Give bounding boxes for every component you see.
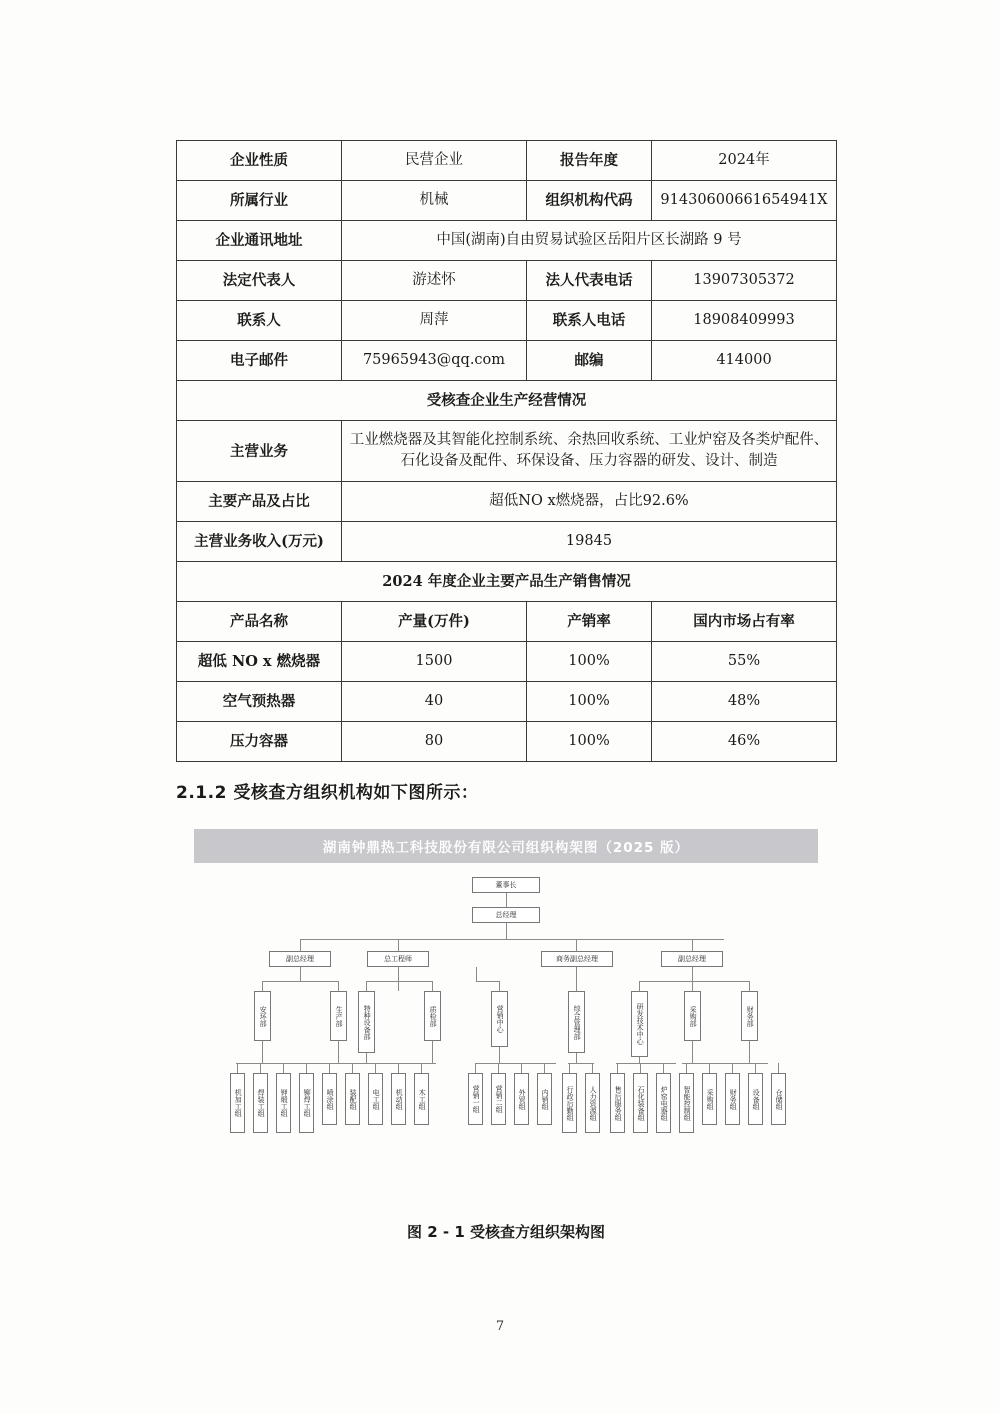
connector-line xyxy=(569,1063,570,1073)
connector-line xyxy=(306,1063,307,1073)
cell-label: 主要产品及占比 xyxy=(177,482,342,522)
column-header: 产销率 xyxy=(527,602,652,642)
org-node-level4: 营销一组 xyxy=(468,1073,483,1125)
connector-line xyxy=(338,1041,339,1063)
cell-value: 19845 xyxy=(342,522,837,562)
org-node-level4: 设备组 xyxy=(748,1073,763,1125)
page-number: 7 xyxy=(495,1319,505,1334)
connector-line xyxy=(283,1063,284,1073)
org-node-level4: 内销组 xyxy=(537,1073,552,1125)
product-share: 46% xyxy=(652,722,837,762)
org-node-level3: 研发技术中心 xyxy=(631,991,648,1057)
cell-value: 13907305372 xyxy=(652,261,837,301)
org-node-chairman: 董事长 xyxy=(472,877,540,893)
cell-value: 机械 xyxy=(342,181,527,221)
cell-value: 游述怀 xyxy=(342,261,527,301)
org-node-level4: 外贸组 xyxy=(514,1073,529,1125)
cell-label: 企业性质 xyxy=(177,141,342,181)
org-node-level3: 财务部 xyxy=(741,991,758,1041)
product-share: 55% xyxy=(652,642,837,682)
connector-line xyxy=(352,1063,353,1073)
cell-label: 邮编 xyxy=(527,341,652,381)
table-row xyxy=(177,482,837,522)
connector-line xyxy=(692,981,693,991)
connector-line xyxy=(576,1053,577,1063)
figure-caption: 图 2 - 1 受核查方组织架构图 xyxy=(407,1223,605,1242)
connector-line xyxy=(499,1047,500,1063)
connector-line xyxy=(398,1063,399,1073)
connector-line xyxy=(300,939,301,951)
connector-line xyxy=(544,1063,545,1073)
cell-value: 91430600661654941X xyxy=(652,181,837,221)
connector-line xyxy=(692,967,693,981)
cell-label: 主营业务收入(万元) xyxy=(177,522,342,562)
table-section-row xyxy=(177,381,837,421)
connector-line xyxy=(663,1063,664,1073)
org-node-level3: 营销中心 xyxy=(491,991,508,1047)
connector-line xyxy=(592,1063,593,1073)
column-header: 国内市场占有率 xyxy=(652,602,837,642)
cell-label: 联系人电话 xyxy=(527,301,652,341)
connector-line xyxy=(576,939,577,951)
cell-value: 工业燃烧器及其智能化控制系统、余热回收系统、工业炉窑及各类炉配件、石化设备及配件、环保设备、压力容器的研发、设计、制造 xyxy=(342,421,837,482)
connector-line xyxy=(749,981,750,991)
connector-line xyxy=(366,981,367,991)
table-row xyxy=(177,522,837,562)
connector-line xyxy=(617,1063,618,1073)
table-row xyxy=(177,141,837,181)
org-node-level4: 仓储组 xyxy=(771,1073,786,1125)
connector-line xyxy=(709,1063,710,1073)
connector-line xyxy=(398,981,399,991)
connector-line xyxy=(366,1053,367,1063)
org-node-level2: 副总经理 xyxy=(269,951,331,967)
connector-line xyxy=(421,1063,422,1073)
product-name: 压力容器 xyxy=(177,722,342,762)
cell-value: 414000 xyxy=(652,341,837,381)
org-node-level4: 电工组 xyxy=(368,1073,383,1125)
section-title: 受核查企业生产经营情况 xyxy=(177,381,837,421)
org-node-level4: 人力资源组 xyxy=(585,1073,600,1133)
connector-line xyxy=(732,1063,733,1073)
product-name: 空气预热器 xyxy=(177,682,342,722)
org-node-level3: 安环部 xyxy=(254,991,271,1041)
table-row xyxy=(177,301,837,341)
product-share: 48% xyxy=(652,682,837,722)
org-node-gm: 总经理 xyxy=(472,907,540,923)
section-title: 2024 年度企业主要产品生产销售情况 xyxy=(177,562,837,602)
connector-line xyxy=(476,967,477,981)
cell-value: 民营企业 xyxy=(342,141,527,181)
org-node-level4: 炉窑电器组 xyxy=(656,1073,671,1133)
connector-line xyxy=(616,1063,676,1064)
org-node-level3: 采购部 xyxy=(684,991,701,1041)
org-node-level3: 质检部 xyxy=(424,991,441,1041)
connector-line xyxy=(300,939,724,940)
org-node-level4: 钾煅工组 xyxy=(276,1073,291,1133)
table-row xyxy=(177,642,837,682)
org-node-level2: 总工程师 xyxy=(367,951,429,967)
product-output: 40 xyxy=(342,682,527,722)
section-heading: 2.1.2 受核查方组织机构如下图所示： xyxy=(176,783,479,804)
connector-line xyxy=(686,1063,687,1073)
org-node-level4: 喷涂组 xyxy=(322,1073,337,1125)
org-chart-figure xyxy=(176,829,836,1242)
product-rate: 100% xyxy=(527,722,652,762)
connector-line xyxy=(236,1063,436,1064)
org-node-level4: 铆焊工组 xyxy=(299,1073,314,1133)
connector-line xyxy=(329,1063,330,1073)
product-output: 80 xyxy=(342,722,527,762)
connector-line xyxy=(237,1063,238,1073)
connector-line xyxy=(338,981,339,991)
connector-line xyxy=(499,981,500,991)
org-node-level2: 副总经理 xyxy=(661,951,723,967)
cell-label: 电子邮件 xyxy=(177,341,342,381)
connector-line xyxy=(398,967,399,981)
org-node-level4: 机动组 xyxy=(391,1073,406,1125)
table-row xyxy=(177,682,837,722)
cell-label: 主营业务 xyxy=(177,421,342,482)
org-node-level4: 木工组 xyxy=(414,1073,429,1125)
org-node-level4: 行政后勤组 xyxy=(562,1073,577,1133)
connector-line xyxy=(432,981,433,991)
connector-line xyxy=(262,981,263,991)
page-content xyxy=(176,140,836,1242)
connector-line xyxy=(640,1063,641,1073)
connector-line xyxy=(475,1063,476,1073)
cell-label: 法定代表人 xyxy=(177,261,342,301)
table-row xyxy=(177,261,837,301)
connector-line xyxy=(262,981,338,982)
cell-value: 2024年 xyxy=(652,141,837,181)
connector-line xyxy=(498,1063,499,1073)
cell-value: 75965943@qq.com xyxy=(342,341,527,381)
connector-line xyxy=(749,1041,750,1063)
column-header: 产量(万件) xyxy=(342,602,527,642)
product-rate: 100% xyxy=(527,642,652,682)
org-node-level4: 焊装工组 xyxy=(253,1073,268,1133)
column-header: 产品名称 xyxy=(177,602,342,642)
cell-value: 周萍 xyxy=(342,301,527,341)
table-row xyxy=(177,341,837,381)
connector-line xyxy=(476,981,500,982)
product-name: 超低 NO x 燃烧器 xyxy=(177,642,342,682)
org-node-level3: 生产部 xyxy=(330,991,347,1041)
table-section-row xyxy=(177,562,837,602)
connector-line xyxy=(506,923,507,939)
cell-value: 超低NO x燃烧器，占比92.6% xyxy=(342,482,837,522)
org-node-level2: 商务副总经理 xyxy=(541,951,613,967)
connector-line xyxy=(366,981,432,982)
cell-label: 企业通讯地址 xyxy=(177,221,342,261)
connector-line xyxy=(778,1063,779,1073)
connector-line xyxy=(375,1063,376,1073)
cell-label: 联系人 xyxy=(177,301,342,341)
company-info-table xyxy=(176,140,837,762)
org-chart-title: 湖南钟鼎热工科技股份有限公司组织构架图（2025 版） xyxy=(194,829,818,863)
product-output: 1500 xyxy=(342,642,527,682)
org-node-level4: 财务组 xyxy=(725,1073,740,1125)
org-node-level4: 售后服务组 xyxy=(610,1073,625,1133)
table-header-row xyxy=(177,602,837,642)
org-node-level4: 智能控制组 xyxy=(679,1073,694,1133)
connector-line xyxy=(692,939,693,951)
org-chart-body xyxy=(176,873,836,1203)
org-node-level4: 装配组 xyxy=(345,1073,360,1125)
connector-line xyxy=(568,1063,594,1064)
connector-line xyxy=(432,1041,433,1063)
cell-label: 法人代表电话 xyxy=(527,261,652,301)
org-node-level3: 综合管理部 xyxy=(568,991,585,1053)
org-node-level4: 石化装备组 xyxy=(633,1073,648,1133)
connector-line xyxy=(576,967,577,981)
table-row xyxy=(177,181,837,221)
connector-line xyxy=(521,1063,522,1073)
connector-line xyxy=(639,981,640,991)
connector-line xyxy=(300,967,301,981)
connector-line xyxy=(262,1041,263,1063)
connector-line xyxy=(755,1063,756,1073)
org-node-level4: 采购组 xyxy=(702,1073,717,1125)
org-node-level3: 特种设备部 xyxy=(358,991,375,1053)
cell-value: 18908409993 xyxy=(652,301,837,341)
table-row xyxy=(177,221,837,261)
cell-value: 中国(湖南)自由贸易试验区岳阳片区长湖路 9 号 xyxy=(342,221,837,261)
org-node-level4: 营销二组 xyxy=(491,1073,506,1125)
connector-line xyxy=(576,981,577,991)
connector-line xyxy=(639,981,749,982)
table-row xyxy=(177,722,837,762)
cell-label: 所属行业 xyxy=(177,181,342,221)
product-rate: 100% xyxy=(527,682,652,722)
connector-line xyxy=(506,893,507,907)
cell-label: 报告年度 xyxy=(527,141,652,181)
org-node-level4: 机加工组 xyxy=(230,1073,245,1133)
connector-line xyxy=(692,1041,693,1063)
table-row xyxy=(177,421,837,482)
connector-line xyxy=(398,939,399,951)
cell-label: 组织机构代码 xyxy=(527,181,652,221)
connector-line xyxy=(260,1063,261,1073)
